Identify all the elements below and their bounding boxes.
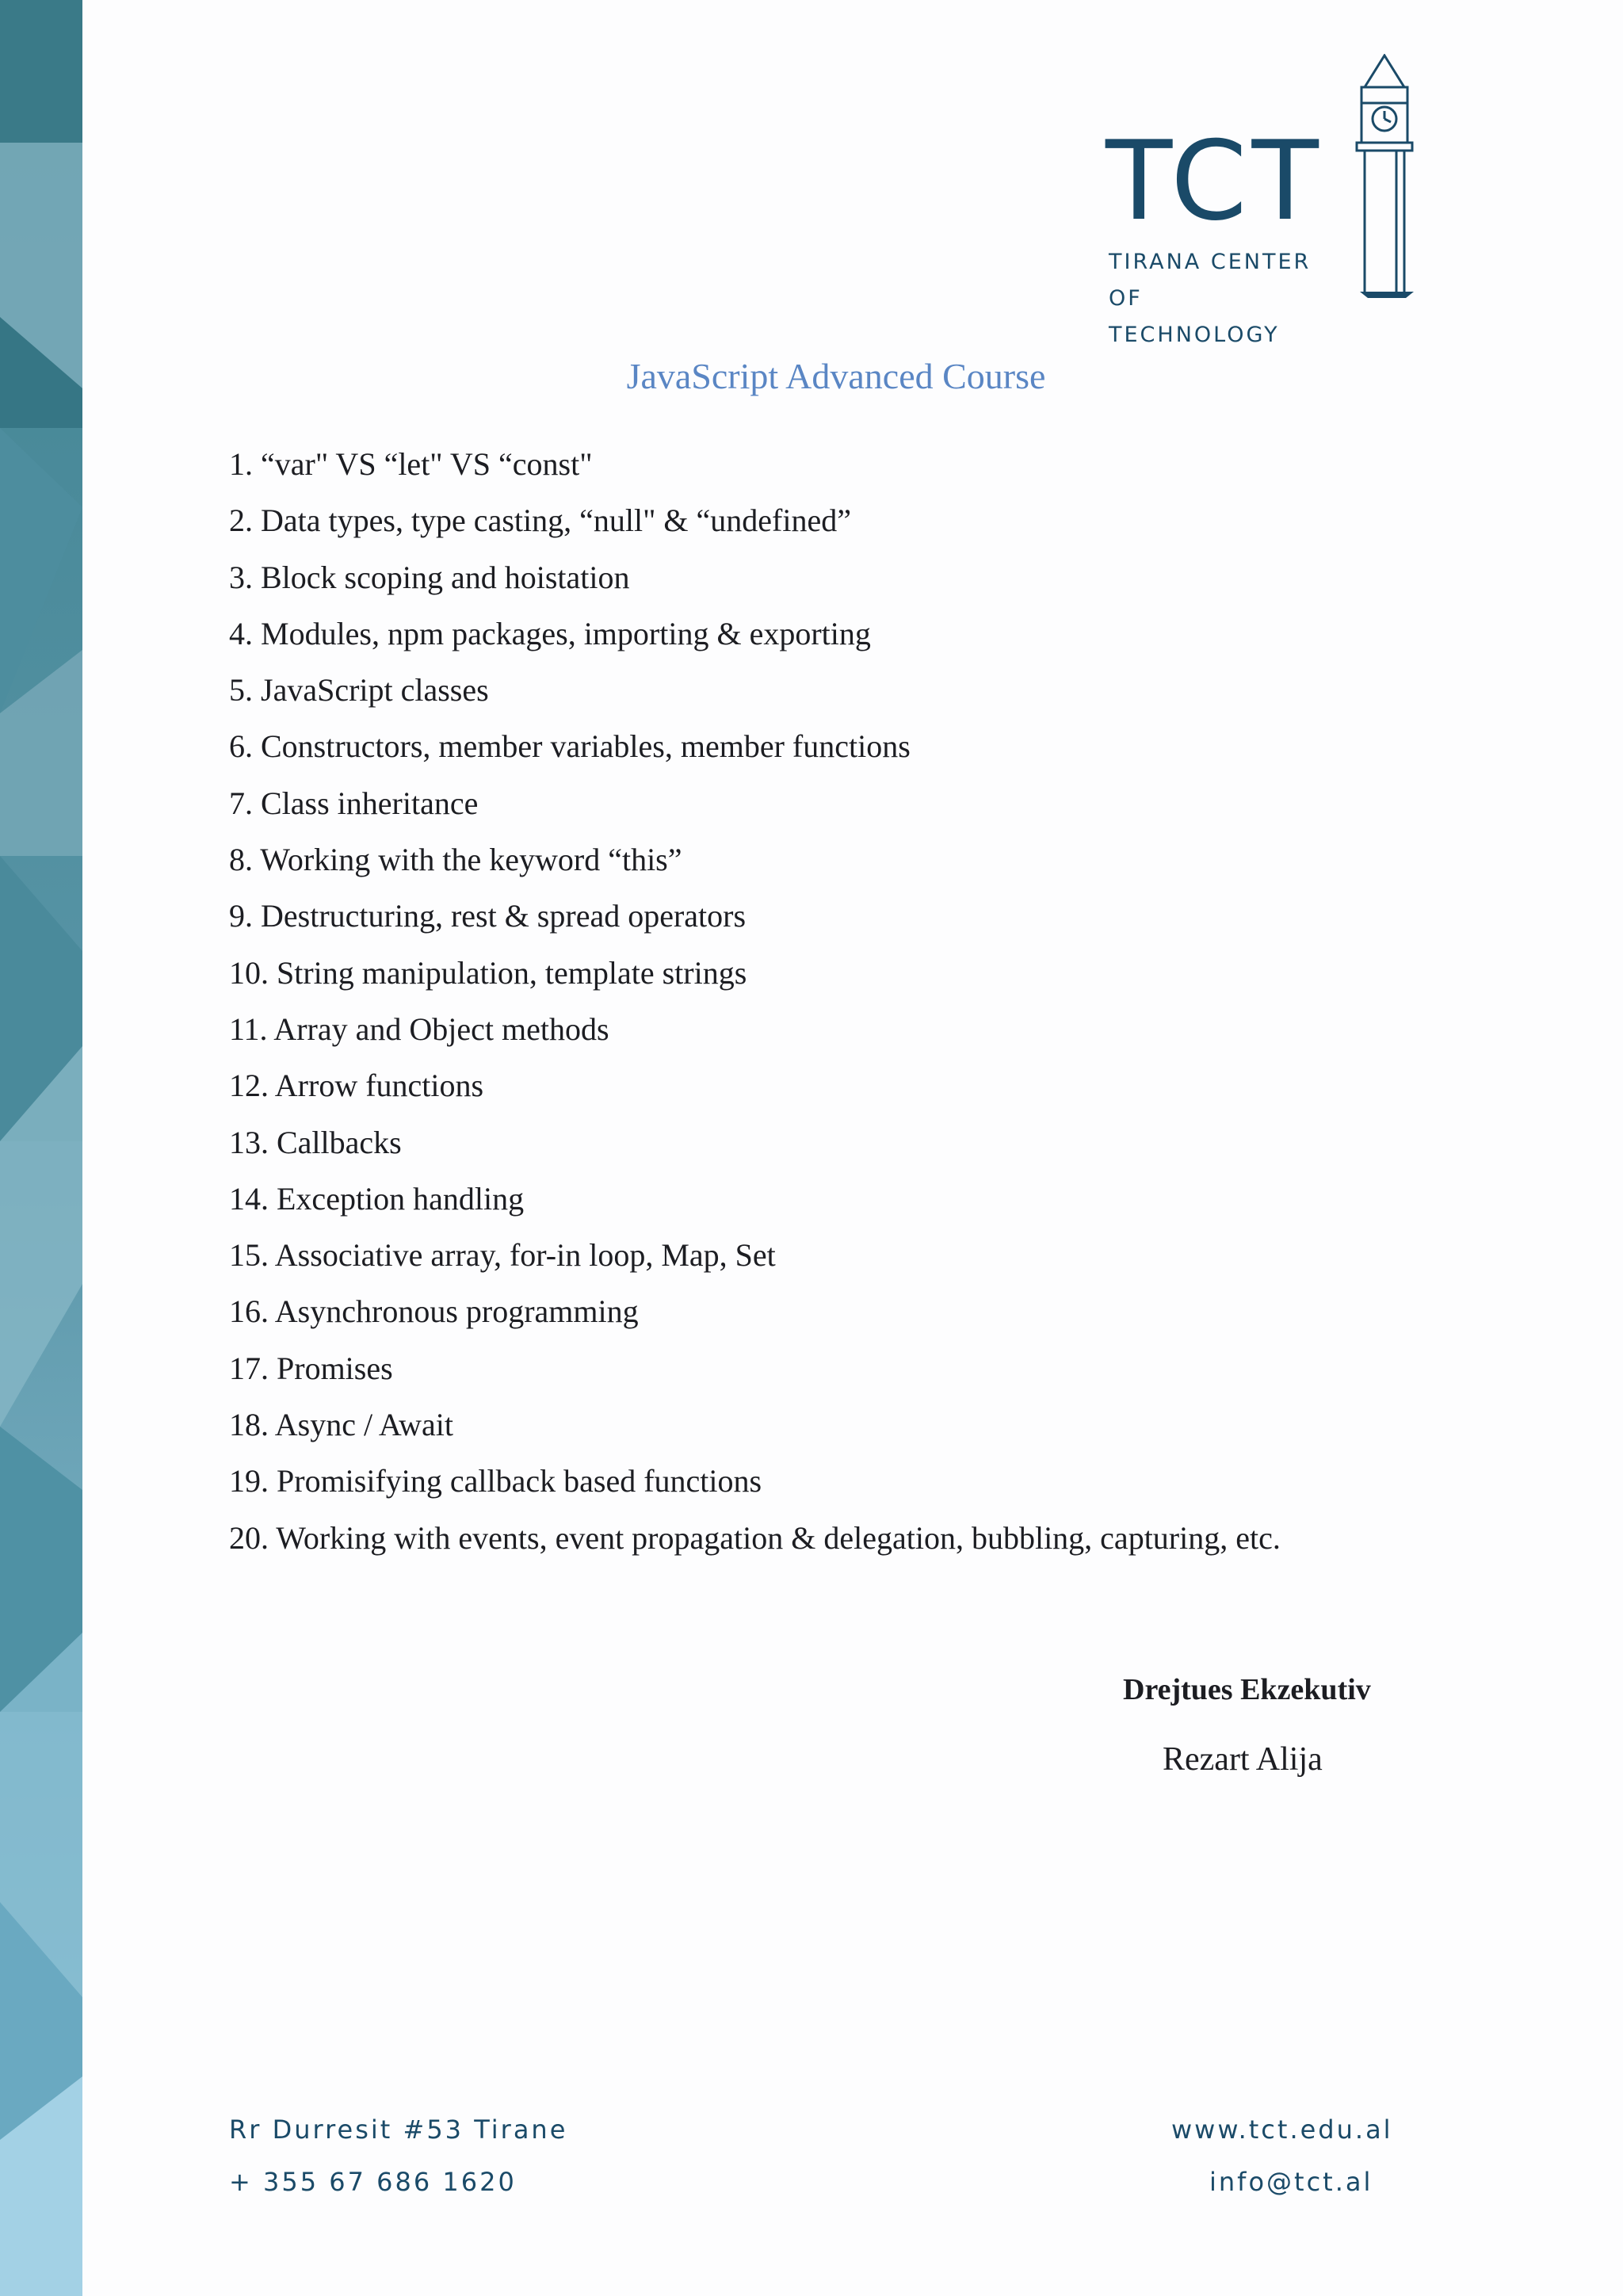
topic-item: 12. Arrow functions	[229, 1068, 484, 1104]
topic-item: 14. Exception handling	[229, 1180, 525, 1217]
topic-item: 3. Block scoping and hoistation	[229, 559, 630, 595]
topic-item: 4. Modules, npm packages, importing & exporting	[229, 615, 871, 651]
logo-subtitle-line1: TIRANA CENTER OF	[1109, 250, 1312, 311]
topic-item: 17. Promises	[229, 1350, 393, 1386]
topic-item: 1. “var" VS “let" VS “const"	[229, 446, 593, 482]
footer-address: Rr Durresit #53 Tirane	[229, 2115, 568, 2145]
decorative-side-band	[0, 0, 82, 2296]
logo-wordmark: TCT	[1106, 117, 1323, 245]
topic-item: 10. String manipulation, template strings	[229, 954, 747, 991]
topic-item: 18. Async / Await	[229, 1407, 453, 1443]
topic-item: 9. Destructuring, rest & spread operators	[229, 898, 747, 934]
topic-item: 13. Callbacks	[229, 1124, 402, 1160]
clock-tower-icon	[1347, 54, 1423, 308]
document-title: JavaScript Advanced Course	[626, 356, 1046, 396]
topic-item: 7. Class inheritance	[229, 785, 479, 821]
signer-role: Drejtues Ekzekutiv	[1123, 1673, 1371, 1706]
topic-item: 16. Asynchronous programming	[229, 1293, 639, 1330]
footer-email-link[interactable]: info@tct.al	[1209, 2167, 1373, 2197]
topic-item: 15. Associative array, for-in loop, Map, Set	[229, 1237, 776, 1274]
topics-list	[229, 436, 1281, 1566]
signer-name: Rezart Alija	[1163, 1741, 1323, 1778]
topic-item: 19. Promisifying callback based functions	[229, 1463, 762, 1499]
topic-item: 20. Working with events, event propagation & delegation, bubbling, capturing, etc.	[229, 1519, 1281, 1556]
topic-item: 2. Data types, type casting, “null" & “undefined”	[229, 502, 851, 539]
topic-item: 5. JavaScript classes	[229, 672, 489, 709]
tct-logo	[1106, 54, 1423, 347]
footer-website-link[interactable]: www.tct.edu.al	[1171, 2115, 1393, 2145]
logo-subtitle	[1109, 244, 1346, 353]
topic-item: 6. Constructors, member variables, member functions	[229, 728, 911, 765]
topic-item: 8. Working with the keyword “this”	[229, 842, 682, 878]
logo-subtitle-line2: TECHNOLOGY	[1109, 323, 1280, 347]
footer-phone: + 355 67 686 1620	[229, 2167, 517, 2197]
topic-item: 11. Array and Object methods	[229, 1010, 609, 1047]
